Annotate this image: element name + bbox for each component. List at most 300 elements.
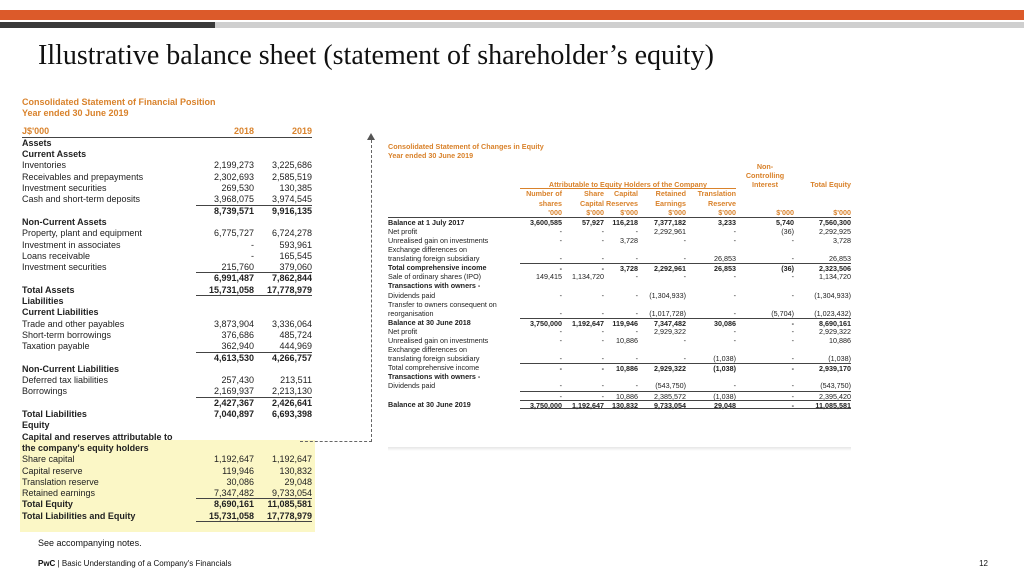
equity-cell: 2,395,420 [794, 391, 851, 400]
value-2019: 2,585,519 [271, 171, 312, 182]
equity-cell [794, 281, 851, 290]
equity-cell: 2,292,961 [654, 226, 686, 236]
equity-cell [794, 372, 851, 381]
equity-cell: - [601, 308, 604, 318]
column-header: Share [584, 189, 604, 199]
equity-cell [686, 281, 736, 290]
value-2018: - [251, 250, 254, 261]
equity-cell: - [601, 381, 604, 391]
equity-cell [520, 245, 562, 254]
equity-cell: - [635, 308, 638, 318]
equity-cell: (1,304,933) [814, 290, 851, 300]
equity-cell [604, 281, 638, 290]
equity-cell: 116,218 [612, 217, 638, 227]
equity-cell: 8,690,161 [794, 318, 851, 327]
equity-cell: 149,415 [536, 272, 562, 282]
left-row [22, 138, 312, 149]
equity-row [388, 254, 851, 263]
equity-row [388, 245, 851, 254]
equity-cell: - [601, 226, 604, 236]
equity-cell: 10,886 [604, 391, 638, 400]
equity-row [388, 291, 851, 300]
row-label [22, 398, 196, 409]
equity-cell: - [562, 363, 604, 372]
equity-cell: 10,886 [616, 335, 638, 345]
equity-cell: - [791, 272, 794, 282]
equity-cell: - [683, 354, 686, 364]
row-label: Investment securities [22, 262, 107, 273]
equity-cell: 9,733,054 [638, 400, 686, 409]
value-2018: 30,086 [226, 476, 254, 487]
footer-text: Basic Understanding of a Company's Financials [61, 559, 232, 568]
column-header: '000 [548, 207, 562, 217]
row-label: Assets [22, 137, 52, 148]
equity-cell: 26,853 [829, 254, 851, 264]
equity-cell: - [559, 226, 562, 236]
equity-cell [794, 245, 851, 254]
equity-cell: 1,192,647 [562, 400, 604, 409]
equity-cell [638, 372, 686, 381]
value-2018 [196, 420, 254, 431]
equity-cell [604, 245, 638, 254]
equity-cell: - [635, 254, 638, 264]
equity-row [388, 263, 851, 272]
top-grey-bar [215, 22, 1024, 28]
equity-cell: - [520, 391, 562, 400]
value-2018 [196, 138, 254, 149]
equity-cell [686, 245, 736, 254]
left-row [22, 420, 312, 431]
row-label: Investment securities [22, 183, 107, 194]
column-header: Translation [697, 189, 736, 199]
column-header: Capital [614, 189, 638, 199]
value-2018: 4,613,530 [213, 352, 254, 363]
equity-row-label: Transactions with owners - [388, 372, 481, 382]
value-2018 [196, 217, 254, 228]
equity-cell: - [601, 326, 604, 336]
value-2019 [254, 443, 312, 454]
equity-cell: 3,750,000 [520, 318, 562, 327]
column-header-row [388, 208, 851, 218]
value-2018: 15,731,058 [196, 285, 254, 296]
row-label: Non-Current Liabilities [22, 363, 120, 374]
equity-cell: - [736, 391, 794, 400]
changes-in-equity-table [388, 142, 851, 409]
equity-cell: 2,929,322 [654, 326, 686, 336]
equity-row [388, 354, 851, 363]
value-2019: 9,916,135 [271, 205, 312, 216]
equity-cell: - [736, 363, 794, 372]
page-number: 12 [979, 559, 988, 568]
equity-cell [736, 372, 794, 381]
equity-cell: - [683, 272, 686, 282]
equity-row-label: Net profit [388, 326, 418, 336]
value-2018: 15,731,058 [196, 511, 254, 522]
equity-cell: (543,750) [655, 381, 686, 391]
row-label [22, 353, 196, 364]
financial-position-table [22, 97, 312, 522]
left-row [22, 194, 312, 205]
column-header-row [388, 189, 851, 198]
value-2019 [254, 364, 312, 375]
left-row [22, 386, 312, 397]
column-header [794, 199, 851, 208]
value-2018: 7,347,482 [196, 488, 254, 499]
column-header: $'000 [776, 207, 794, 217]
value-2018 [196, 149, 254, 160]
equity-cell: - [635, 326, 638, 336]
row-label: Translation reserve [22, 476, 99, 487]
equity-row-label: Balance at 30 June 2018 [388, 317, 471, 327]
left-header-row [22, 126, 312, 138]
equity-cell: 2,323,506 [794, 263, 851, 272]
left-row [22, 454, 312, 465]
value-2019: 7,862,844 [271, 273, 312, 284]
equity-row [388, 236, 851, 245]
equity-cell [638, 345, 686, 354]
row-label: Cash and short-term deposits [22, 194, 141, 205]
row-label: Trade and other payables [22, 318, 125, 329]
row-label: Current Assets [22, 149, 87, 160]
row-label [22, 206, 196, 217]
top-dark-bar [0, 22, 215, 28]
equity-row-label: Transfer to owners consequent on [388, 299, 497, 309]
row-label: Deferred tax liabilities [22, 375, 109, 386]
equity-cell: (1,038) [686, 363, 736, 372]
column-header: $'000 [620, 207, 638, 217]
equity-cell: (36) [736, 263, 794, 272]
row-label: Total Assets [22, 284, 75, 295]
equity-cell: - [635, 381, 638, 391]
value-2018: 2,199,273 [213, 160, 254, 171]
equity-cell: - [562, 263, 604, 272]
total-equity-header: Total Equity [810, 180, 851, 190]
equity-cell: - [601, 254, 604, 264]
value-2019 [254, 138, 312, 149]
equity-row-label: Dividends paid [388, 381, 436, 391]
equity-row-label: Total comprehensive income [388, 363, 480, 373]
equity-cell: - [635, 290, 638, 300]
equity-cell: - [791, 381, 794, 391]
left-row [22, 409, 312, 420]
left-row [22, 206, 312, 217]
left-row [22, 160, 312, 171]
equity-row [388, 300, 851, 309]
year-2018: 2018 [233, 125, 254, 136]
column-header: Capital [580, 198, 604, 208]
left-row [22, 149, 312, 160]
left-row [22, 477, 312, 488]
value-2018: 2,169,937 [196, 386, 254, 397]
equity-cell: - [791, 326, 794, 336]
left-title-1: Consolidated Statement of Financial Position [22, 97, 216, 107]
equity-cell: 2,385,572 [638, 391, 686, 400]
equity-cell: (1,017,728) [649, 308, 686, 318]
left-row [22, 285, 312, 296]
value-2019: 485,724 [279, 329, 312, 340]
equity-cell [520, 345, 562, 354]
row-label: the company's equity holders [22, 442, 149, 453]
value-2018: 257,430 [221, 375, 254, 386]
equity-cell: 2,929,322 [819, 326, 851, 336]
row-label: Receivables and prepayments [22, 171, 144, 182]
equity-cell: - [791, 290, 794, 300]
equity-cell: (543,750) [820, 381, 851, 391]
footer-separator: | [55, 559, 62, 568]
value-2019 [254, 149, 312, 160]
column-header [736, 199, 794, 208]
value-2019: 1,192,647 [271, 454, 312, 465]
equity-cell [736, 300, 794, 309]
equity-row-label: reorganisation [388, 308, 434, 318]
value-2019: 593,961 [279, 239, 312, 250]
equity-cell: 3,600,585 [530, 217, 562, 227]
column-header: $'000 [718, 207, 736, 217]
equity-cell [638, 245, 686, 254]
equity-cell: - [791, 235, 794, 245]
equity-cell: - [559, 381, 562, 391]
nci-header-1: Non- [756, 162, 774, 172]
equity-row-label: Unrealised gain on investments [388, 235, 489, 245]
equity-cell [686, 300, 736, 309]
right-title-2: Year ended 30 June 2019 [388, 151, 474, 161]
equity-row [388, 281, 851, 290]
equity-row [388, 327, 851, 336]
equity-row [388, 381, 851, 390]
equity-cell: - [635, 354, 638, 364]
equity-cell: - [733, 326, 736, 336]
equity-row-label: translating foreign subsidiary [388, 254, 480, 264]
equity-cell: 5,740 [776, 217, 794, 227]
equity-row-label: Transactions with owners - [388, 281, 481, 291]
value-2019: 379,060 [254, 262, 312, 273]
row-label: Investment in associates [22, 239, 121, 250]
value-2019: 165,545 [279, 250, 312, 261]
value-2019 [254, 307, 312, 318]
equity-cell: - [559, 290, 562, 300]
row-label: Capital reserve [22, 465, 83, 476]
value-2018: 3,873,904 [213, 318, 254, 329]
equity-cell: - [601, 335, 604, 345]
left-row [22, 330, 312, 341]
footer [38, 559, 232, 568]
equity-row-label: Dividends paid [388, 290, 436, 300]
equity-cell: (36) [781, 226, 794, 236]
nci-header-row-3 [388, 180, 851, 189]
right-rows [388, 218, 851, 409]
row-label: Non-Current Assets [22, 216, 107, 227]
equity-cell: 29,048 [686, 400, 736, 409]
equity-row-label: Exchange differences on [388, 245, 467, 255]
equity-cell: - [733, 272, 736, 282]
nci-header-row-1 [388, 162, 851, 171]
row-label: Liabilities [22, 296, 64, 307]
equity-row-label: translating foreign subsidiary [388, 354, 480, 364]
column-header: $'000 [586, 207, 604, 217]
equity-row-label: Sale of ordinary shares (IPO) [388, 272, 482, 282]
equity-cell: 3,728 [833, 235, 851, 245]
equity-cell: - [601, 290, 604, 300]
equity-cell: (1,304,933) [649, 290, 686, 300]
equity-row [388, 391, 851, 400]
equity-cell: 10,886 [829, 335, 851, 345]
nci-header-2: Controlling [745, 171, 785, 181]
equity-cell: 3,728 [620, 235, 638, 245]
equity-row-label: Net profit [388, 226, 418, 236]
equity-row [388, 372, 851, 381]
left-row [22, 262, 312, 273]
equity-cell: - [559, 235, 562, 245]
equity-cell: - [559, 335, 562, 345]
value-2018: 2,427,367 [213, 397, 254, 408]
left-row [22, 488, 312, 499]
equity-cell [794, 300, 851, 309]
value-2019: 6,693,398 [271, 409, 312, 420]
equity-row [388, 318, 851, 327]
equity-row [388, 309, 851, 318]
left-row [22, 172, 312, 183]
value-2019: 3,974,545 [254, 194, 312, 205]
column-headers [388, 189, 851, 217]
equity-cell [686, 345, 736, 354]
value-2018: 2,302,693 [213, 171, 254, 182]
equity-cell [736, 281, 794, 290]
row-label: Share capital [22, 454, 75, 465]
row-label: Retained earnings [22, 488, 96, 499]
equity-row [388, 218, 851, 227]
row-label: Equity [22, 420, 50, 431]
row-label: Capital and reserves attributable to [22, 431, 173, 442]
value-2018 [196, 364, 254, 375]
left-row [22, 398, 312, 409]
column-header: $'000 [833, 207, 851, 217]
equity-cell: (1,038) [828, 354, 851, 364]
equity-cell [562, 281, 604, 290]
column-header: $'000 [668, 207, 686, 217]
column-header [736, 189, 794, 198]
value-2018 [196, 296, 254, 307]
left-rows [22, 138, 312, 522]
row-label: Total Equity [22, 499, 73, 510]
equity-cell [604, 345, 638, 354]
equity-cell: 30,086 [686, 318, 736, 327]
top-accent-bar [0, 10, 1024, 20]
connector-horizontal [300, 441, 372, 442]
equity-cell: - [559, 254, 562, 264]
left-row [22, 273, 312, 284]
value-2019: 17,778,979 [254, 285, 312, 296]
left-row [22, 183, 312, 194]
value-2019: 213,511 [280, 375, 312, 386]
equity-cell [638, 300, 686, 309]
equity-cell: - [601, 235, 604, 245]
equity-cell: 7,560,300 [819, 217, 851, 227]
left-row [22, 432, 312, 443]
equity-cell [794, 345, 851, 354]
column-header: Reserve [708, 198, 736, 208]
value-2018: 119,946 [222, 465, 254, 476]
value-2019: 2,426,641 [271, 397, 312, 408]
left-row [22, 499, 312, 510]
equity-cell: - [601, 354, 604, 364]
currency-label: J$'000 [22, 125, 50, 136]
equity-row-label [388, 391, 520, 400]
equity-cell: (1,023,432) [814, 308, 851, 318]
equity-cell: - [559, 326, 562, 336]
value-2019 [254, 420, 312, 431]
left-row [22, 307, 312, 318]
left-row [22, 443, 312, 454]
equity-cell: - [733, 335, 736, 345]
equity-cell: - [736, 318, 794, 327]
left-row [22, 240, 312, 251]
equity-row-label: Balance at 1 July 2017 [388, 217, 465, 227]
connector-vertical [371, 140, 372, 442]
left-row [22, 364, 312, 375]
equity-cell: - [733, 226, 736, 236]
equity-cell: 1,134,720 [572, 272, 604, 282]
row-label: Borrowings [22, 386, 68, 397]
left-title-2: Year ended 30 June 2019 [22, 108, 129, 119]
equity-cell: - [520, 363, 562, 372]
equity-cell [736, 345, 794, 354]
equity-cell: - [683, 235, 686, 245]
row-label: Property, plant and equipment [22, 228, 142, 239]
left-row [22, 217, 312, 228]
left-row [22, 228, 312, 239]
column-header: Retained [655, 189, 686, 199]
value-2018: 215,760 [196, 262, 254, 273]
value-2018: 8,739,571 [213, 205, 254, 216]
footer-brand: PwC [38, 559, 56, 568]
equity-row-label: Exchange differences on [388, 345, 467, 355]
equity-cell: - [559, 308, 562, 318]
value-2018: 269,530 [221, 183, 254, 194]
equity-cell [562, 345, 604, 354]
value-2019: 2,213,130 [254, 386, 312, 397]
column-header-row [388, 199, 851, 208]
value-2019: 3,225,686 [271, 160, 312, 171]
left-row [22, 353, 312, 364]
equity-row-label: Unrealised gain on investments [388, 335, 489, 345]
value-2019: 3,336,064 [271, 318, 312, 329]
equity-cell: 11,085,581 [794, 400, 851, 409]
left-row [22, 296, 312, 307]
equity-row-label: Balance at 30 June 2019 [388, 399, 471, 409]
equity-row [388, 227, 851, 236]
value-2019: 9,733,054 [254, 488, 312, 499]
equity-cell: - [791, 335, 794, 345]
value-2018: 6,991,487 [213, 273, 254, 284]
value-2019: 4,266,757 [271, 352, 312, 363]
value-2018: 362,940 [196, 341, 254, 352]
left-row [22, 375, 312, 386]
equity-cell: - [635, 272, 638, 282]
left-row [22, 319, 312, 330]
equity-row [388, 400, 851, 409]
value-2018: 376,686 [221, 329, 254, 340]
notes-text: See accompanying notes. [38, 538, 142, 548]
row-label: Taxation payable [22, 341, 90, 352]
arrow-up-icon [367, 133, 375, 140]
right-title-1: Consolidated Statement of Changes in Equity [388, 142, 544, 151]
equity-cell: - [733, 308, 736, 318]
equity-cell: 2,939,170 [794, 363, 851, 372]
equity-cell: 57,927 [582, 217, 604, 227]
equity-row [388, 345, 851, 354]
equity-cell [686, 372, 736, 381]
row-label: Short-term borrowings [22, 329, 112, 340]
